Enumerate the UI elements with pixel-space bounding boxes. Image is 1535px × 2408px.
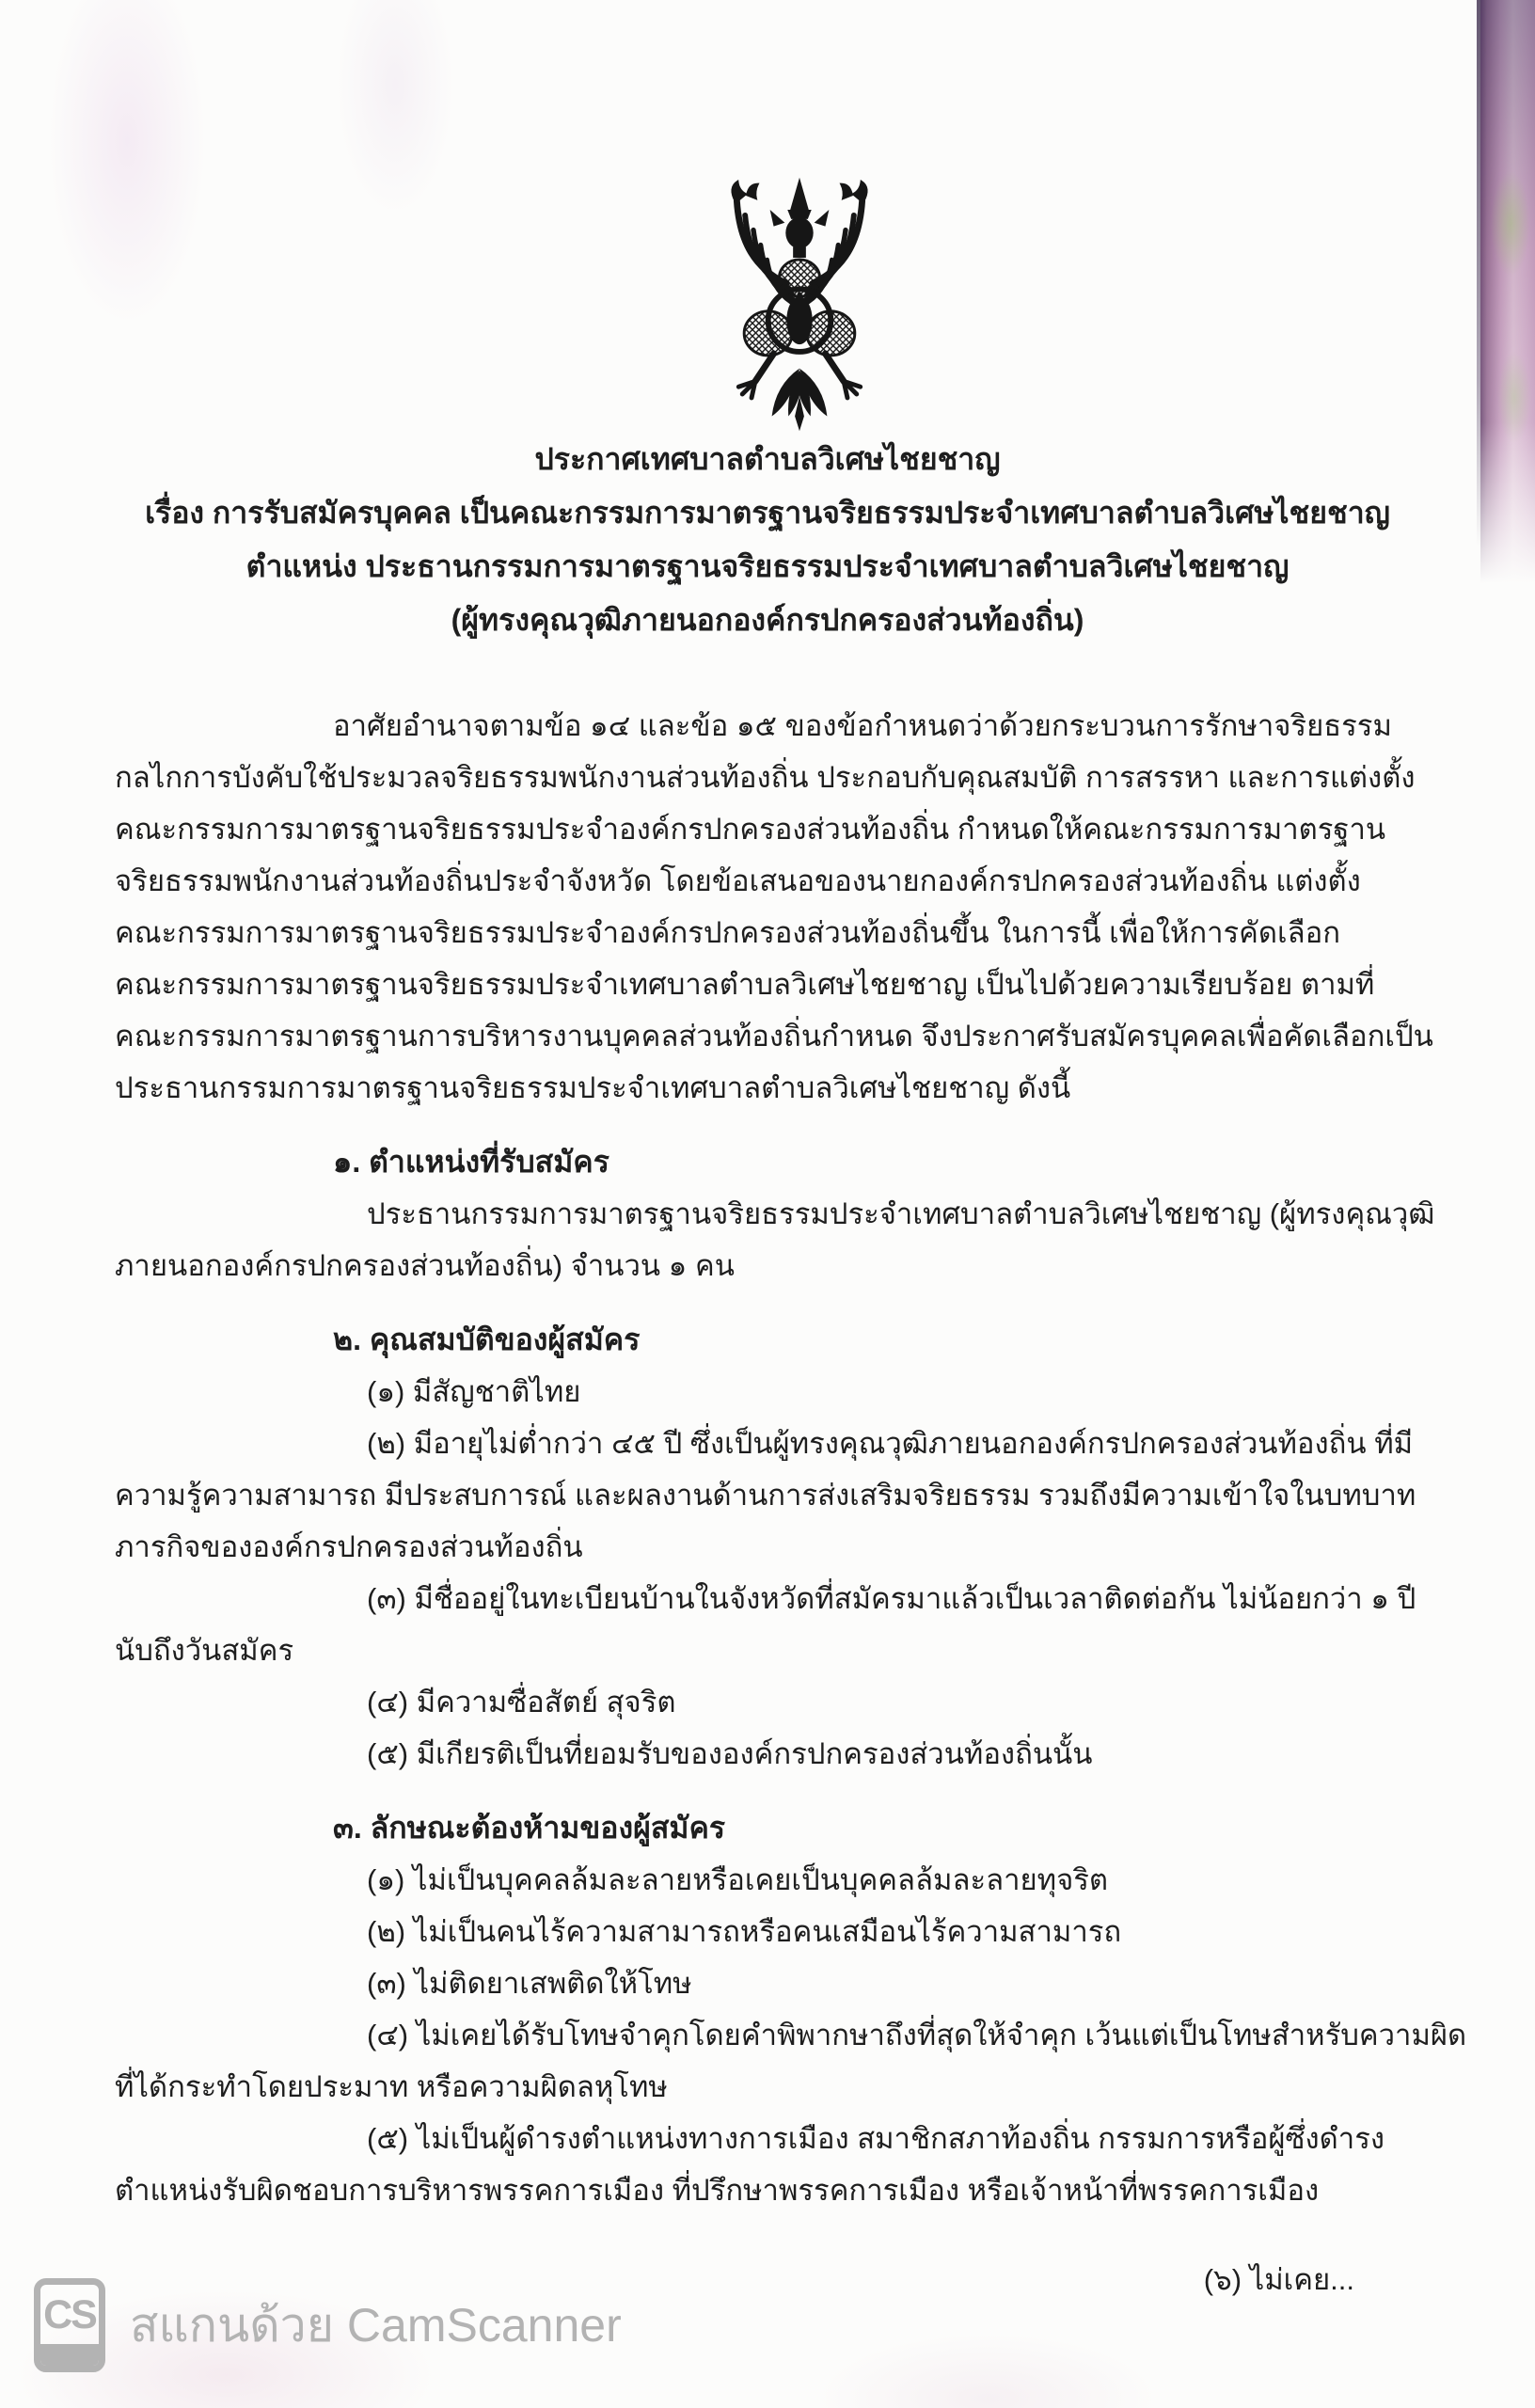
text-line: กลไกการบังคับใช้ประมวลจริยธรรมพนักงานส่วนท้องถิ่น ประกอบกับคุณสมบัติ การสรรหา และการแต่งตั้ง: [115, 761, 1416, 794]
text-line: ภายนอกองค์กรปกครองส่วนท้องถิ่น) จำนวน ๑ คน: [115, 1249, 735, 1282]
text-line: (๒) ไม่เป็นคนไร้ความสามารถหรือคนเสมือนไร้ความสามารถ: [367, 1915, 1122, 1948]
text-line: ตำแหน่งรับผิดชอบการบริหารพรรคการเมือง ที่ปรึกษาพรรคการเมือง หรือเจ้าหน้าที่พรรคการเมือง: [115, 2174, 1320, 2207]
scan-edge-artifact: [1480, 0, 1535, 621]
text-line: (๕) มีเกียรติเป็นที่ยอมรับขององค์กรปกครองส่วนท้องถิ่นนั้น: [367, 1737, 1093, 1770]
title-line: ประกาศเทศบาลตำบลวิเศษไชยชาญ: [534, 442, 1001, 476]
text-line: (๕) ไม่เป็นผู้ดำรงตำแหน่งทางการเมือง สมาชิกสภาท้องถิ่น กรรมการหรือผู้ซึ่งดำรง: [367, 2122, 1385, 2155]
camscanner-watermark-text: สแกนด้วย CamScanner: [130, 2299, 622, 2352]
document-body: [115, 700, 1467, 2216]
camscanner-logo-icon: [34, 2278, 105, 2372]
section-heading: ๓. ลักษณะต้องห้ามของผู้สมัคร: [333, 1811, 726, 1845]
text-line: (๓) ไม่ติดยาเสพติดให้โทษ: [367, 1967, 692, 2000]
text-line: ประธานกรรมการมาตรฐานจริยธรรมประจำเทศบาลตำบลวิเศษไชยชาญ (ผู้ทรงคุณวุฒิ: [367, 1197, 1435, 1230]
text-line: จริยธรรมพนักงานส่วนท้องถิ่นประจำจังหวัด โดยข้อเสนอของนายกองค์กรปกครองส่วนท้องถิ่น แต่งตั้ง: [115, 864, 1361, 897]
text-line: ประธานกรรมการมาตรฐานจริยธรรมประจำเทศบาลตำบลวิเศษไชยชาญ ดังนี้: [115, 1071, 1071, 1104]
text-line: ที่ได้กระทำโดยประมาท หรือความผิดลหุโทษ: [115, 2070, 668, 2103]
title-line: (ผู้ทรงคุณวุฒิภายนอกองค์กรปกครองส่วนท้องถิ่น): [451, 603, 1084, 637]
document-title-block: [109, 433, 1426, 647]
scan-edge-strip: [1480, 0, 1535, 621]
text-line: ความรู้ความสามารถ มีประสบการณ์ และผลงานด้านการส่งเสริมจริยธรรม รวมถึงมีความเข้าใจในบทบาท: [115, 1479, 1416, 1512]
section-heading: ๑. ตำแหน่งที่รับสมัคร: [333, 1145, 609, 1179]
text-line: ภารกิจขององค์กรปกครองส่วนท้องถิ่น: [115, 1530, 583, 1563]
continuation-marker: (๖) ไม่เคย...: [1203, 2263, 1354, 2296]
text-line: (๑) ไม่เป็นบุคคลล้มละลายหรือเคยเป็นบุคคลล้มละลายทุจริต: [367, 1863, 1109, 1896]
text-line: (๑) มีสัญชาติไทย: [367, 1375, 581, 1408]
section-heading: ๒. คุณสมบัติของผู้สมัคร: [333, 1323, 641, 1356]
text-line: คณะกรรมการมาตรฐานจริยธรรมประจำองค์กรปกครองส่วนท้องถิ่น กำหนดให้คณะกรรมการมาตรฐาน: [115, 813, 1386, 846]
title-line: ตำแหน่ง ประธานกรรมการมาตรฐานจริยธรรมประจำเทศบาลตำบลวิเศษไชยชาญ: [245, 549, 1290, 583]
title-line: เรื่อง การรับสมัครบุคคล เป็นคณะกรรมการมาตรฐานจริยธรรมประจำเทศบาลตำบลวิเศษไชยชาญ: [145, 496, 1390, 530]
camscanner-logo-text: CS: [43, 2292, 96, 2337]
text-line: (๒) มีอายุไม่ต่ำกว่า ๔๕ ปี ซึ่งเป็นผู้ทรงคุณวุฒิภายนอกองค์กรปกครองส่วนท้องถิ่น ที่มี: [367, 1427, 1414, 1460]
text-line: คณะกรรมการมาตรฐานจริยธรรมประจำองค์กรปกครองส่วนท้องถิ่นขึ้น ในการนี้ เพื่อให้การคัดเลือก: [115, 916, 1341, 949]
camscanner-footer: [34, 2278, 622, 2372]
text-line: (๓) มีชื่ออยู่ในทะเบียนบ้านในจังหวัดที่สมัครมาแล้วเป็นเวลาติดต่อกัน ไม่น้อยกว่า ๑ ปี: [367, 1582, 1416, 1615]
text-line: คณะกรรมการมาตรฐานการบริหารงานบุคคลส่วนท้องถิ่นกำหนด จึงประกาศรับสมัครบุคคลเพื่อคัดเลือกเป็น: [115, 1020, 1433, 1053]
garuda-emblem-icon: [707, 173, 892, 435]
camscanner-logo-bar: [40, 2344, 99, 2366]
text-line: (๔) มีความซื่อสัตย์ สุจริต: [367, 1686, 676, 1719]
text-line: นับถึงวันสมัคร: [115, 1634, 294, 1667]
text-line: คณะกรรมการมาตรฐานจริยธรรมประจำเทศบาลตำบลวิเศษไชยชาญ เป็นไปด้วยความเรียบร้อย ตามที่: [115, 968, 1375, 1001]
text-line: (๔) ไม่เคยได้รับโทษจำคุกโดยคำพิพากษาถึงที่สุดให้จำคุก เว้นแต่เป็นโทษสำหรับความผิด: [367, 2019, 1467, 2052]
text-line: อาศัยอำนาจตามข้อ ๑๔ และข้อ ๑๕ ของข้อกำหนดว่าด้วยกระบวนการรักษาจริยธรรม: [333, 709, 1392, 742]
